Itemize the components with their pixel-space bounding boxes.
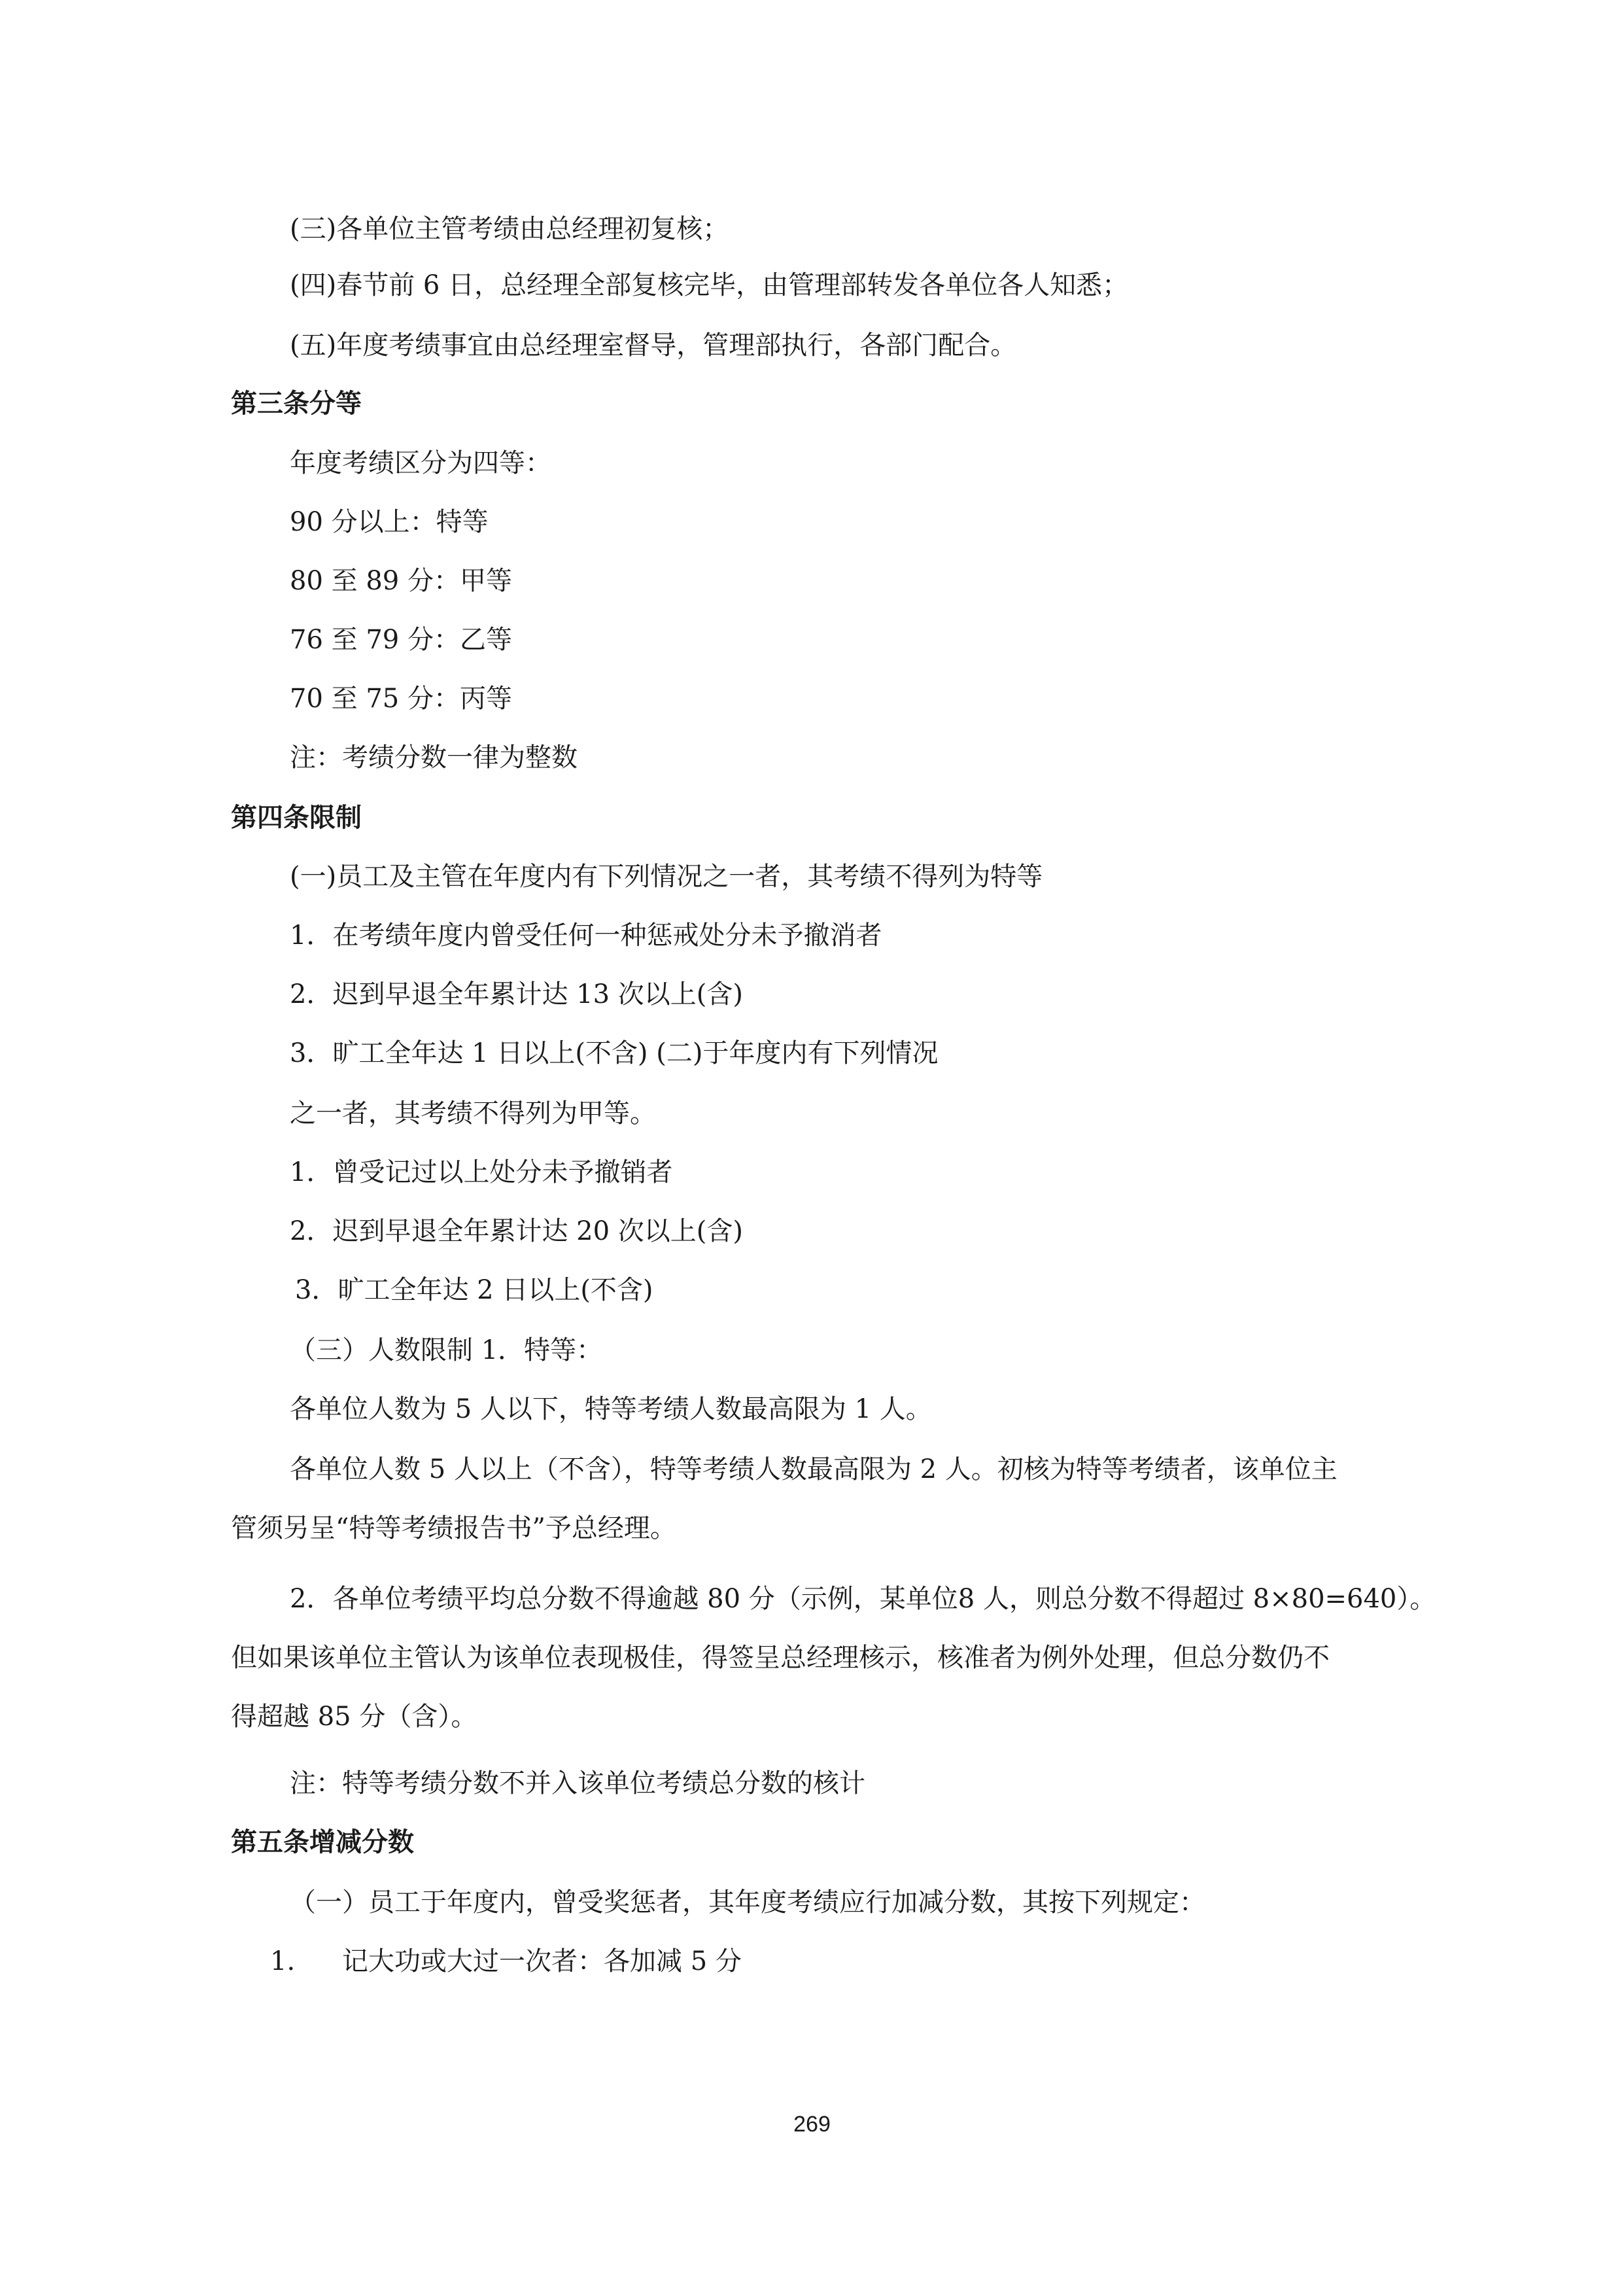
text-line: 得超越 85 分（含）。	[231, 1702, 477, 1732]
text-line: 各单位人数为 5 人以下，特等考绩人数最高限为 1 人。	[290, 1394, 932, 1424]
page-number: 269	[793, 2112, 831, 2137]
text-line: 76 至 79 分：乙等	[290, 625, 512, 655]
list-text: 记大功或大过一次者：各加减 5 分	[342, 1946, 742, 1976]
text-line: 70 至 75 分：丙等	[290, 684, 512, 714]
note-line: 注：特等考绩分数不并入该单位考绩总分数的核计	[290, 1768, 865, 1798]
list-item: 3．旷工全年达 1 日以上(不含) (二)于年度内有下列情况	[290, 1038, 939, 1068]
note-line: 注：考绩分数一律为整数	[290, 743, 578, 773]
list-item: 1．曾受记过以上处分未予撤销者	[290, 1157, 673, 1187]
text-line: (五)年度考绩事宜由总经理室督导，管理部执行，各部门配合。	[290, 330, 1017, 360]
text-line: 2．各单位考绩平均总分数不得逾越 80 分（示例，某单位8 人，则总分数不得超过 8×80=640）。	[290, 1584, 1436, 1614]
text-line: 管须另呈“特等考绩报告书”予总经理。	[231, 1513, 676, 1543]
text-line: (四)春节前 6 日，总经理全部复核完毕，由管理部转发各单位各人知悉；	[290, 270, 1129, 300]
section-heading: 第三条分等	[231, 389, 362, 419]
text-line: （一）员工于年度内，曾受奖惩者，其年度考绩应行加减分数，其按下列规定：	[290, 1887, 1205, 1918]
text-line: 年度考绩区分为四等：	[290, 448, 551, 478]
text-line: 之一者，其考绩不得列为甲等。	[290, 1098, 656, 1129]
text-line: 80 至 89 分：甲等	[290, 566, 512, 596]
text-line: 但如果该单位主管认为该单位表现极佳，得签呈总经理核示，核准者为例外处理，但总分数仍不	[231, 1643, 1330, 1673]
section-heading: 第四条限制	[231, 803, 362, 833]
text-line: 各单位人数 5 人以上（不含），特等考绩人数最高限为 2 人。初核为特等考绩者，该单位主	[290, 1454, 1338, 1484]
list-item: 3．旷工全年达 2 日以上(不含)	[295, 1275, 653, 1305]
list-item: 1．在考绩年度内曾受任何一种惩戒处分未予撤消者	[290, 920, 882, 951]
section-heading: 第五条增减分数	[231, 1827, 414, 1857]
list-item: 2．迟到早退全年累计达 20 次以上(含)	[290, 1216, 743, 1246]
text-line: (一)员工及主管在年度内有下列情况之一者，其考绩不得列为特等	[290, 862, 1043, 892]
list-item: 2．迟到早退全年累计达 13 次以上(含)	[290, 979, 743, 1009]
list-number: 1.	[270, 1946, 296, 1976]
text-line: 90 分以上：特等	[290, 507, 489, 537]
text-line: (三)各单位主管考绩由总经理初复核；	[290, 214, 729, 244]
text-line: （三）人数限制 1．特等：	[290, 1335, 603, 1365]
list-item	[270, 1945, 742, 1978]
